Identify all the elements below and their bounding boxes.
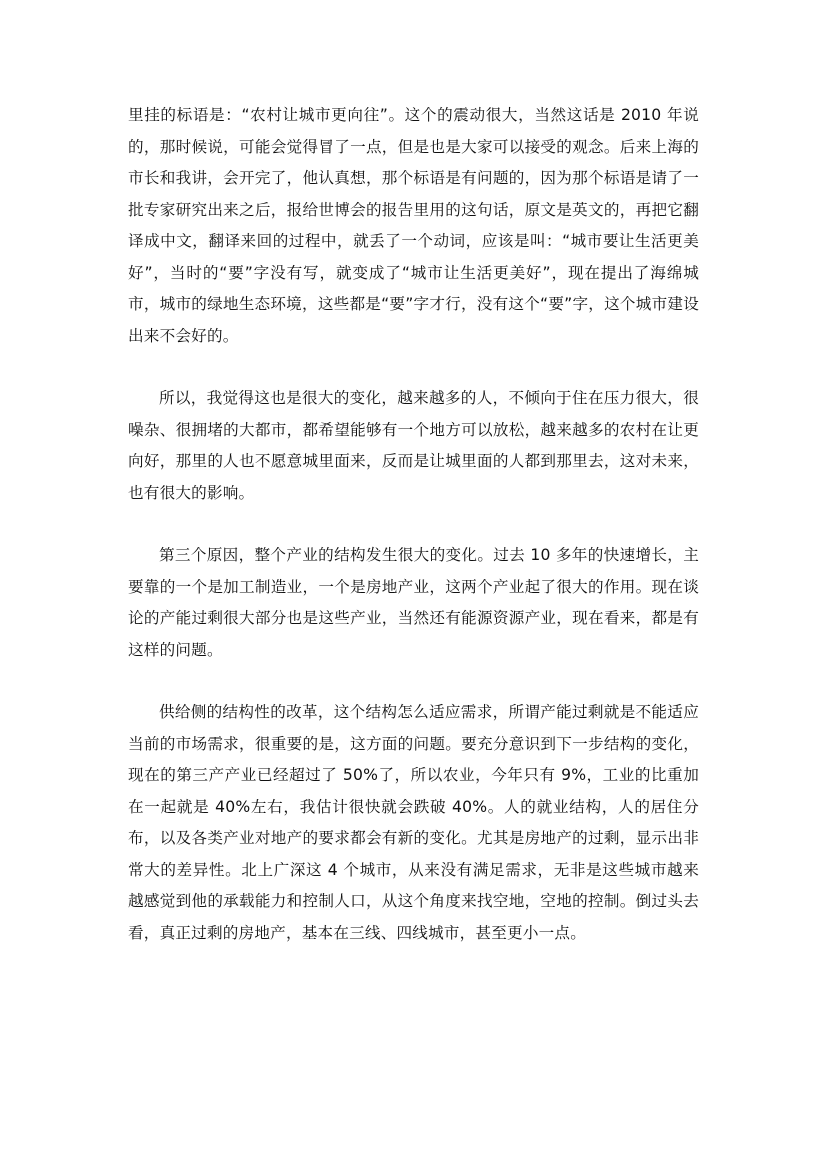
paragraph-4: 供给侧的结构性的改革，这个结构怎么适应需求，所谓产能过剩就是不能适应当前的市场需求，很重要的是，这方面的问题。要充分意识到下一步结构的变化，现在的第三产产业已经超过了 50%了，所以农业，今年只有 9%，工业的比重加在一起就是 40%左右，我估计很快就会跌破 40%。人的就业结构，人的居住分布，以及各类产业对地产的要求都会有新的变化。尤其是房地产的过剩，显示出非常大的差异性。北上广深这 4 个城市，从来没有满足需求，无非是这些城市越来越感觉到他的承载能力和控制人口，从这个角度来找空地，空地的控制。倒过头去看，真正过剩的房地产，基本在三线、四线城市，甚至更小一点。	[128, 703, 699, 942]
paragraph-2: 所以，我觉得这也是很大的变化，越来越多的人，不倾向于住在压力很大，很噪杂、很拥堵的大都市，都希望能够有一个地方可以放松，越来越多的农村在让更向好，那里的人也不愿意城里面来，反而是让城里面的人都到那里去，这对未来，也有很大的影响。	[128, 389, 699, 502]
paragraph-1: 里挂的标语是：“农村让城市更向往”。这个的震动很大，当然这话是 2010 年说的，那时候说，可能会觉得冒了一点，但是也是大家可以接受的观念。后来上海的市长和我讲，会开完了，他认真想，那个标语是有问题的，因为那个标语是请了一批专家研究出来之后，报给世博会的报告里用的这句话，原文是英文的，再把它翻译成中文，翻译来回的过程中，就丢了一个动词，应该是叫：“城市要让生活更美好”，当时的“要”字没有写，就变成了“城市让生活更美好”，现在提出了海绵城市，城市的绿地生态环境，这些都是“要”字才行，没有这个“要”字，这个城市建设出来不会好的。	[128, 106, 699, 345]
document-page	[128, 100, 699, 949]
paragraph-3: 第三个原因，整个产业的结构发生很大的变化。过去 10 多年的快速增长，主要靠的一个是加工制造业，一个是房地产业，这两个产业起了很大的作用。现在谈论的产能过剩很大部分也是这些产业，当然还有能源资源产业，现在看来，都是有这样的问题。	[128, 546, 699, 659]
